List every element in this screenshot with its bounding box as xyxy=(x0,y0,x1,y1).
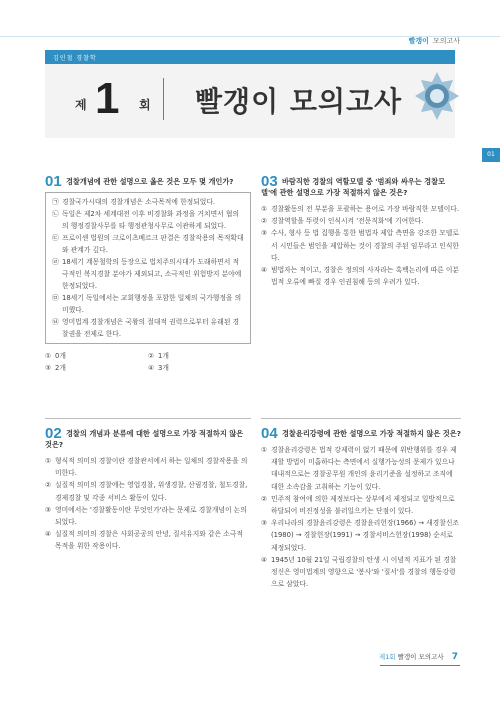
answer-choice[interactable]: ② 경찰역할을 뚜렷이 인식시켜 '전문직화'에 기여한다. xyxy=(261,217,424,226)
question-4-text: 경찰윤리강령에 관한 설명으로 가장 적절하지 않은 것은? xyxy=(281,429,461,438)
statement-item: ㉢ 프로이센 법원의 크로이츠베르크 판결은 경찰작용의 목적확대와 관계가 깊다. xyxy=(52,234,244,254)
question-2 xyxy=(45,425,251,553)
author-tag: 김인철 경찰학 xyxy=(45,50,455,64)
answer-choice[interactable]: ③ 우리나라의 경찰윤리강령은 경찰윤리헌장(1966) → 새경찰신조(1980) → 경찰헌장(1991) → 경찰서비스헌장(1998) 순서로 제정되었다. xyxy=(261,519,459,552)
question-3-text: 바람직한 경찰의 역할모델 중 '범죄와 싸우는 경찰모델'에 관한 설명으로 가장 적절하지 않은 것은? xyxy=(261,177,446,197)
question-3-options xyxy=(261,203,461,288)
answer-choice[interactable]: ① 경찰활동의 전 부분을 포괄하는 용어로 가장 바람직한 모델이다. xyxy=(261,205,459,213)
answer-choice[interactable]: ④ 1945년 10월 21일 국립경찰의 탄생 시 이념적 지표가 된 경찰정신은 영미법계의 영향으로 '봉사'와 '질서'를 경찰의 행동강령으로 삼았다. xyxy=(261,555,457,589)
footer-rule xyxy=(380,665,460,666)
statement-item: ㉡ 독일은 제2차 세계대전 이후 비경찰화 과정을 거치면서 협의의 행정경찰사무를 타 행정관청사무로 이관하게 되었다. xyxy=(52,210,240,230)
question-3 xyxy=(261,173,461,288)
round-label xyxy=(75,72,185,132)
title-banner xyxy=(45,50,455,138)
round-number: 1 xyxy=(95,74,120,123)
question-1-header xyxy=(45,173,251,190)
police-emblem-icon xyxy=(409,68,465,124)
running-head xyxy=(409,36,460,46)
page-number: 7 xyxy=(451,652,458,662)
answer-choice[interactable]: ③ 2개 xyxy=(45,364,66,372)
answer-choice[interactable]: ④ 3개 xyxy=(148,364,169,372)
statement-item: ㉣ 18세기 계몽철학의 등장으로 법치주의시대가 도래하면서 적극적인 복지경찰 분야가 제외되고, 소극적인 위험방지 분야에 한정되었다. xyxy=(52,258,242,290)
round-prefix: 제 xyxy=(75,98,87,112)
question-2-text: 경찰의 개념과 분류에 대한 설명으로 가장 적절하지 않은 것은? xyxy=(45,429,244,449)
statement-item: ㉠ 경찰국가시대의 경찰개념은 소극목적에 한정되었다. xyxy=(52,198,216,206)
title-divider xyxy=(163,78,164,120)
section-divider xyxy=(45,418,251,419)
page-footer xyxy=(379,652,458,662)
answer-choice[interactable]: ④ 실질적 의미의 경찰은 사회공공의 안녕, 질서유지와 같은 소극적 목적을 위한 작용이다. xyxy=(45,530,243,551)
answer-choice[interactable]: ② 실질적 의미의 경찰에는 영업경찰, 위생경찰, 산림경찰, 철도경찰, 경제경찰 및 각종 서비스 활동이 있다. xyxy=(45,481,248,502)
answer-choice[interactable]: ④ 범법자는 적이고, 경찰은 정의의 사자라는 흑백논리에 따른 이분법적 오류에 빠질 경우 인권침해 등의 우려가 있다. xyxy=(261,266,459,287)
question-4-number: 04 xyxy=(261,425,278,442)
question-1-number: 01 xyxy=(45,173,62,190)
question-3-number: 03 xyxy=(261,173,278,190)
answer-choice[interactable]: ③ 수사, 형사 등 법 집행을 통한 범법자 제압 측면을 강조한 모델로서 시민들은 범인을 제압하는 것이 경찰의 주된 임무라고 인식한다. xyxy=(261,229,459,262)
page-title: 빨갱이 모의고사 xyxy=(195,85,403,118)
top-bar xyxy=(0,0,500,50)
answer-choice[interactable]: ① 0개 xyxy=(45,352,66,360)
question-1-choices xyxy=(45,350,251,374)
answer-choice[interactable]: ② 민주적 참여에 의한 제정보다는 상부에서 제정되고 일방적으로 하달되어 비진정성을 불러일으키는 단점이 있다. xyxy=(261,494,455,516)
question-4 xyxy=(261,425,461,590)
question-4-options xyxy=(261,444,461,590)
question-2-header xyxy=(45,425,251,450)
footer-round: 제1회 xyxy=(378,653,396,661)
answer-choice[interactable]: ③ 영미에서는 '경찰활동이란 무엇인가'라는 문제로 경찰개념이 논의되었다. xyxy=(45,505,247,527)
chapter-tab: 01 xyxy=(482,148,500,162)
answer-choice[interactable]: ① 경찰윤리강령은 법적 강제력이 없기 때문에 위반행위를 경우 제재할 방법이 미흡하다는 측면에서 실행가능성의 문제가 있으나 대내적으로는 경찰공무원 개인의 윤리기준을 설정하고 조직에 대한 소속감을 고취하는 기능이 있다. xyxy=(261,446,457,491)
round-suffix: 회 xyxy=(139,98,151,112)
running-head-sub: 모의고사 xyxy=(432,37,460,45)
answer-choice[interactable]: ② 1개 xyxy=(148,352,169,360)
question-2-number: 02 xyxy=(45,425,62,442)
running-head-title: 빨갱이 xyxy=(408,37,429,45)
question-4-header xyxy=(261,425,461,442)
footer-title: 빨갱이 모의고사 xyxy=(397,653,444,661)
question-3-header xyxy=(261,173,461,198)
statement-item: ㉤ 18세기 독일에서는 교회행정을 포함한 일체의 국가행정을 의미했다. xyxy=(52,294,242,314)
statement-item: ㉥ 영미법계 경찰개념은 국왕의 절대적 권력으로부터 유래된 경찰권을 전제로 한다. xyxy=(52,318,240,338)
section-divider xyxy=(261,418,461,419)
question-1-statement-box xyxy=(45,192,251,344)
question-2-options xyxy=(45,455,251,553)
question-1-text: 경찰개념에 관한 설명으로 옳은 것은 모두 몇 개인가? xyxy=(65,177,234,186)
answer-choice[interactable]: ① 형식적 의미의 경찰이란 경찰관서에서 하는 일체의 경찰작용을 의미한다. xyxy=(45,457,248,478)
question-1 xyxy=(45,173,251,374)
